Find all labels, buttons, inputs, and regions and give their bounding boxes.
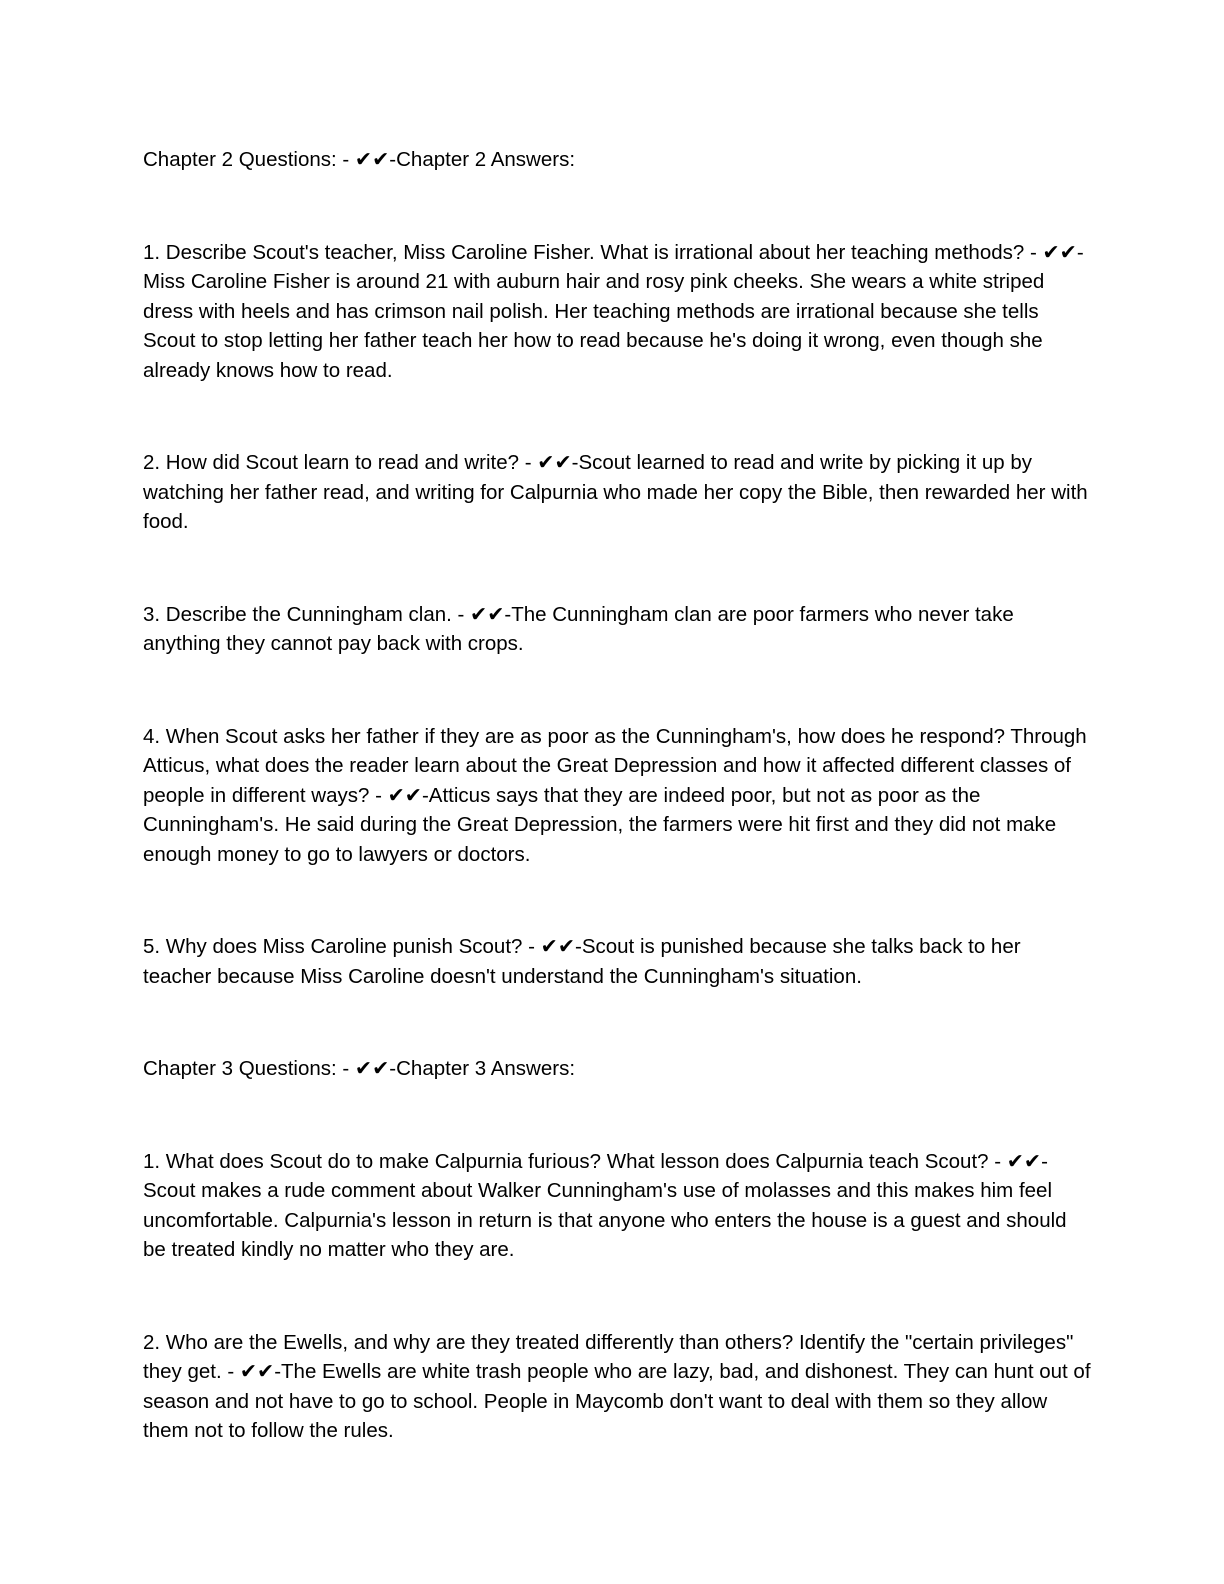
chapter-2-heading: Chapter 2 Questions: - ✔✔-Chapter 2 Answers: [143,148,576,171]
chapter-2-qa-2: 2. How did Scout learn to read and write? - ✔✔-Scout learned to read and write by picking it up by watching her father read, and writing for Calpurnia who made her copy the Bible, then rewarded her with food. [143,451,1094,533]
chapter-3-qa-1: 1. What does Scout do to make Calpurnia furious? What lesson does Calpurnia teach Scout? - ✔✔-Scout makes a rude comment about Walker Cunningham's use of molasses and this makes him feel uncomfortable. Calpurnia's lesson in return is that anyone who enters the house is a guest and should be treated kindly no matter who they are. [143,1149,1073,1261]
chapter-2-qa-5: 5. Why does Miss Caroline punish Scout? - ✔✔-Scout is punished because she talks back to her teacher because Miss Caroline doesn't understand the Cunningham's situation. [143,935,1027,988]
chapter-2-qa-1: 1. Describe Scout's teacher, Miss Caroline Fisher. What is irrational about her teaching methods? - ✔✔-Miss Caroline Fisher is around 21 with auburn hair and rosy pink cheeks. She wears a white striped dress with heels and has crimson nail polish. Her teaching methods are irrational because she tells Scout to stop letting her father teach her how to read because he's doing it wrong, even though she already knows how to read. [143,240,1084,382]
chapter-2-qa-3: 3. Describe the Cunningham clan. - ✔✔-The Cunningham clan are poor farmers who never take anything they cannot pay back with crops. [143,602,1020,655]
chapter-3-qa-2: 2. Who are the Ewells, and why are they treated differently than others? Identify the "certain privileges" they get. - ✔✔-The Ewells are white trash people who are lazy, bad, and dishonest. They can hunt out of season and not have to go to school. People in Maycomb don't want to deal with them so they allow them not to follow the rules. [143,1330,1097,1442]
chapter-2-qa-4: 4. When Scout asks her father if they are as poor as the Cunningham's, how does he respond? Through Atticus, what does the reader learn about the Great Depression and how it affected different classes of people in different ways? - ✔✔-Atticus says that they are indeed poor, but not as poor as the Cunningham's. He said during the Great Depression, the farmers were hit first and they did not make enough money to go to lawyers or doctors. [143,724,1092,866]
chapter-3-heading: Chapter 3 Questions: - ✔✔-Chapter 3 Answers: [143,1057,576,1080]
